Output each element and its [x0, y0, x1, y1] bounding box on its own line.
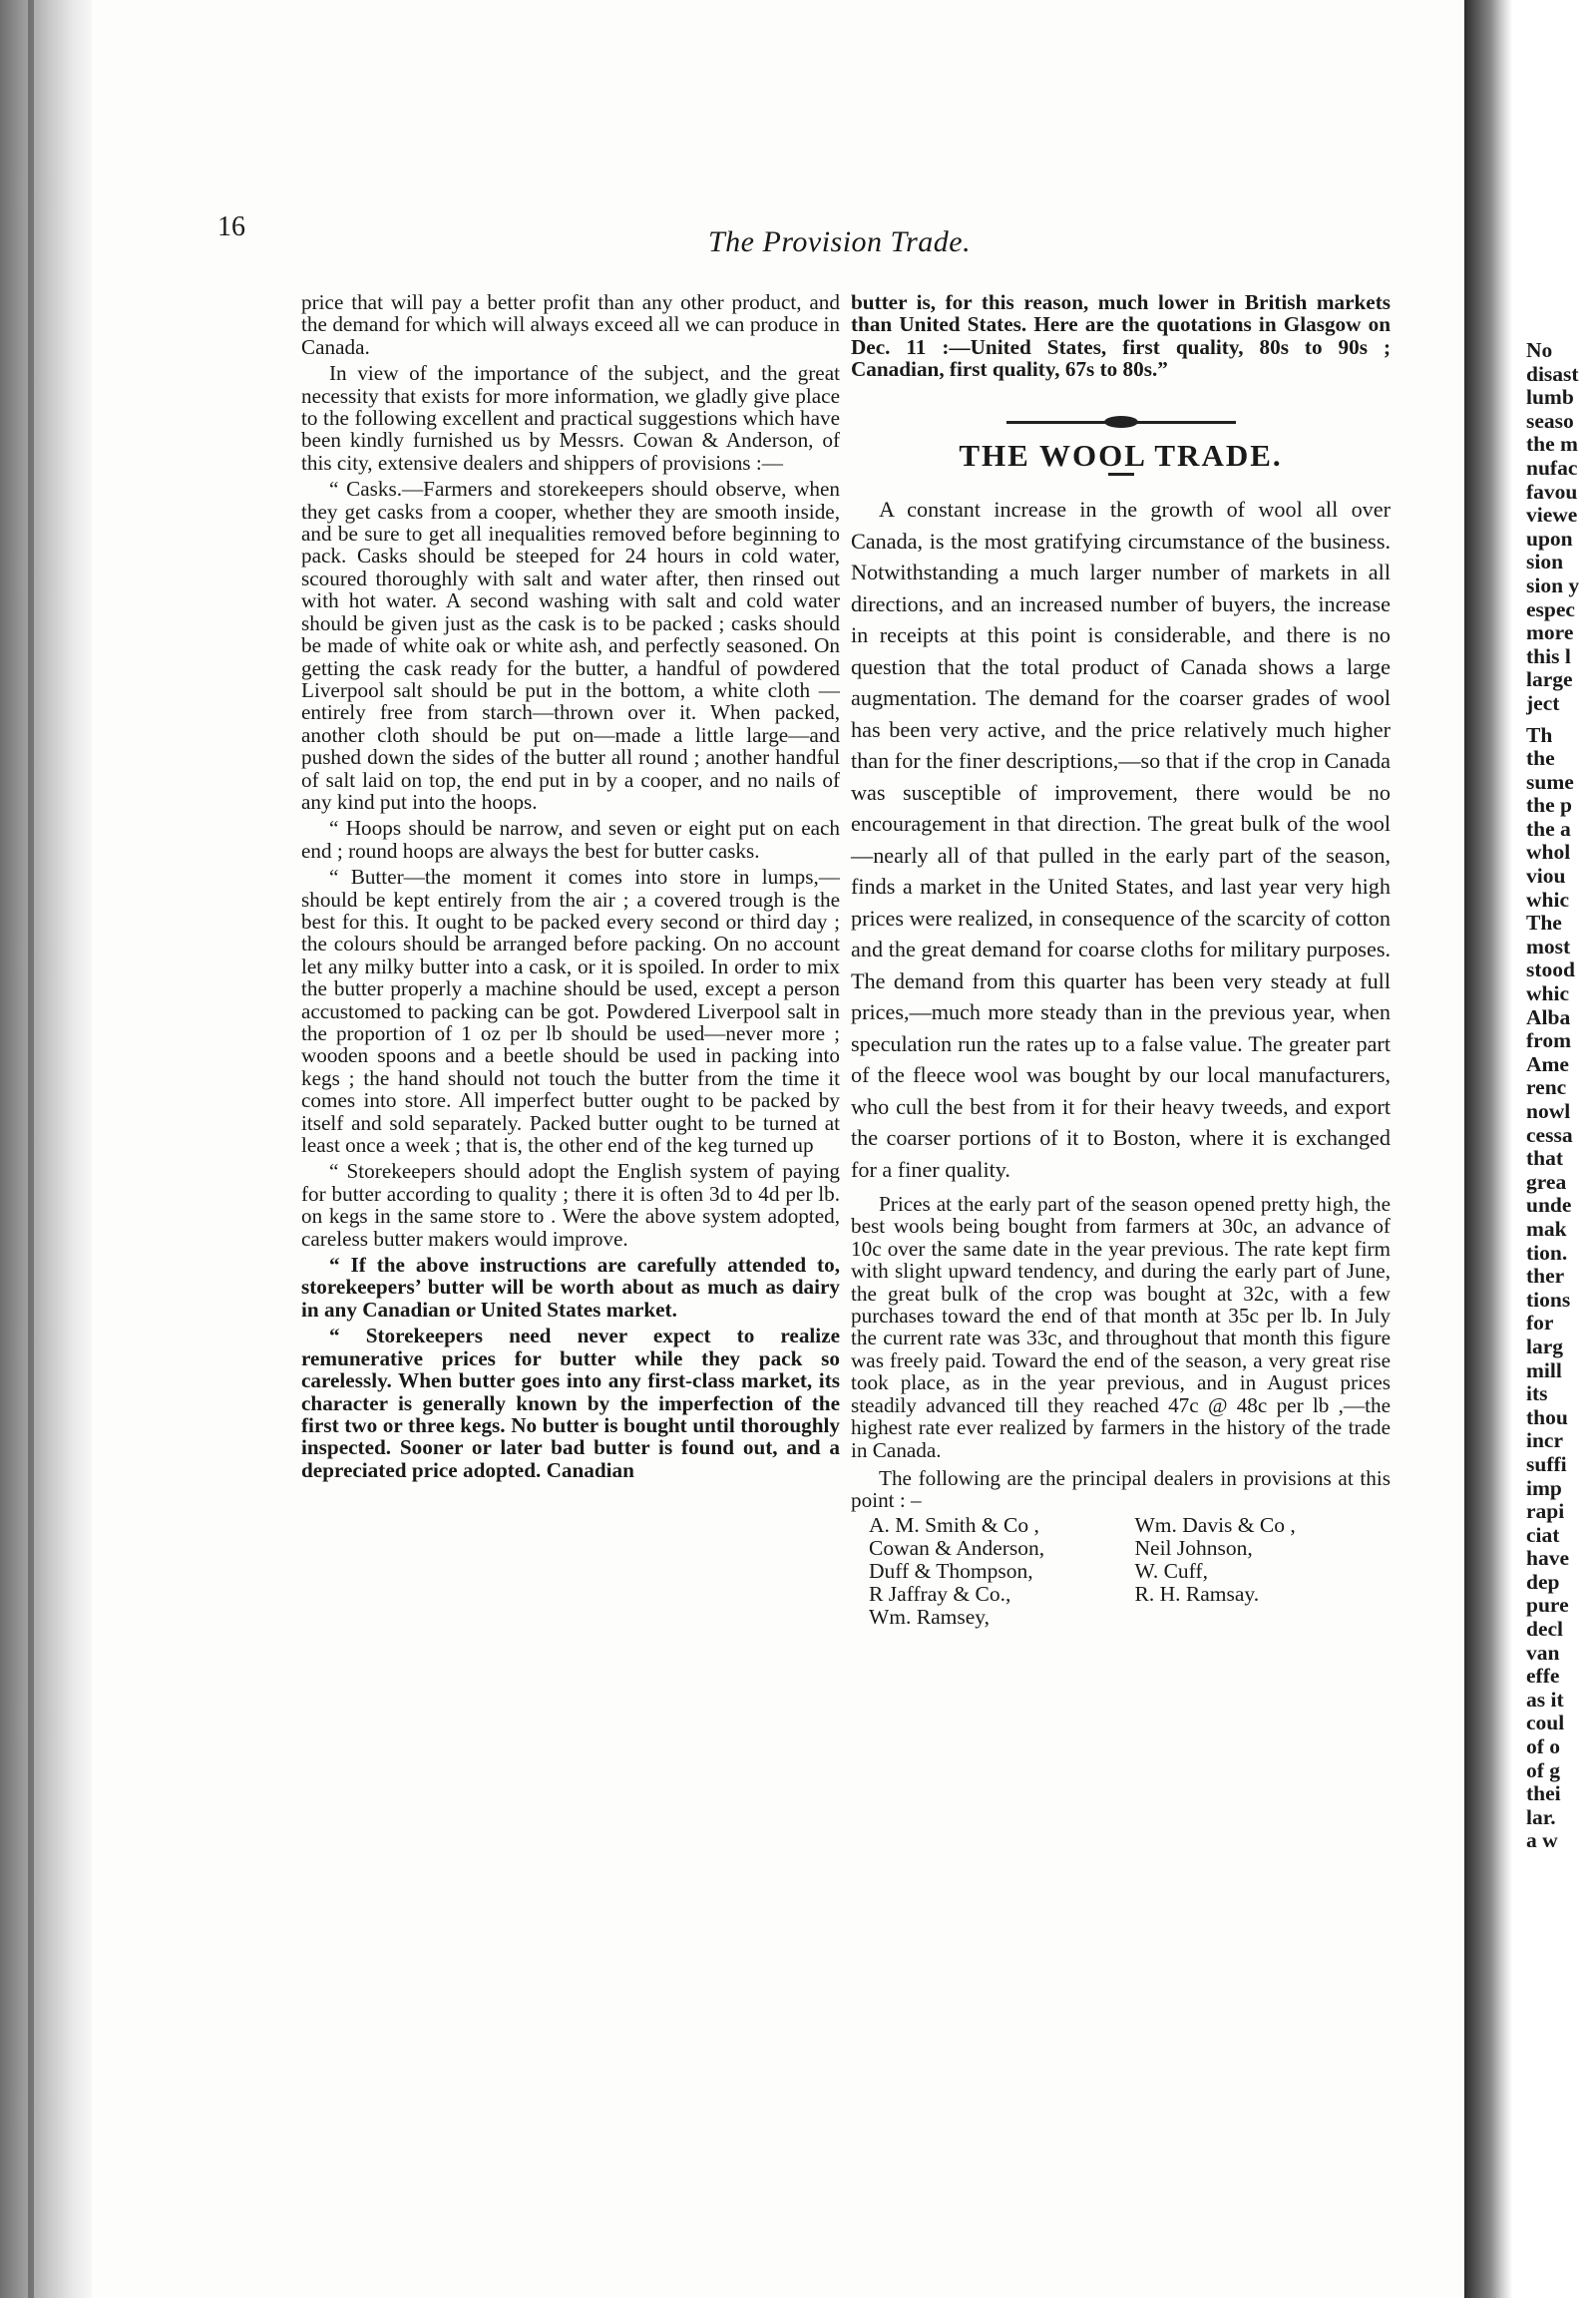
fragment-line: Ame [1526, 1051, 1569, 1076]
paragraph: Prices at the early part of the season opened pretty high, the best wools being bought from farmers at 30c, an advance of 10c over the same date in the year previous. The rate kept firm with slight upward tendency, and during the early part of June, the great bulk of the crop was bought at 32c, with a few purchases toward the end of that month at 35c per lb. In July the current rate was 33c, and throughout that month this figure was freely paid. Toward the end of the season, a very great rise took place, as in the year previous, and in August prices steadily advanced till they reached 47c @ 48c per lb ,—the highest rate ever realized by farmers in the history of the trade in Canada. [851, 1192, 1391, 1462]
fragment-line: larg [1526, 1334, 1564, 1358]
fragment-line: pure [1526, 1593, 1569, 1618]
fragment-line: whol [1526, 840, 1571, 865]
fragment-line: whic [1526, 981, 1569, 1006]
fragment-line: the [1526, 746, 1555, 771]
title-dash [1108, 473, 1134, 476]
fragment-line: favou [1526, 479, 1578, 504]
dealer-name: A. M. Smith & Co , [869, 1512, 1039, 1537]
fragment-line: ject [1526, 690, 1560, 715]
paragraph: “ Storekeepers should adopt the English system of paying for butter according to quality ; there it is often 3d to 4d per lb. on kegs in the same store to . Were the above system adopted, careless butter makers would improve. [301, 1159, 840, 1251]
fragment-line: mak [1526, 1216, 1567, 1241]
fragment-line: most [1526, 934, 1571, 958]
dealer-name: Cowan & Anderson, [869, 1535, 1045, 1560]
fragment-line: lar. [1526, 1804, 1556, 1829]
page-number: 16 [217, 211, 245, 242]
fragment-line: ciat [1526, 1522, 1560, 1547]
fragment-line: as it [1526, 1687, 1564, 1712]
dealer-name: W. Cuff, [1134, 1558, 1208, 1583]
fragment-line: large [1526, 667, 1573, 692]
fragment-line: imp [1526, 1475, 1562, 1500]
dealer-name: R. H. Ramsay. [1134, 1581, 1260, 1606]
fragment-line: seaso [1526, 408, 1574, 433]
dealer-name: Wm. Ramsey, [869, 1604, 991, 1629]
fragment-line: lumb [1526, 385, 1574, 410]
fragment-line: Alba [1526, 1004, 1571, 1029]
fragment-line: upon [1526, 526, 1573, 551]
dealer-name: Wm. Davis & Co , [1134, 1512, 1296, 1537]
fragment-line: tion. [1526, 1240, 1568, 1265]
fragment-line: of g [1526, 1757, 1561, 1782]
fragment-line: decl [1526, 1617, 1564, 1642]
fragment-line: viou [1526, 864, 1566, 889]
fragment-line: grea [1526, 1169, 1567, 1194]
fragment-line: suffi [1526, 1451, 1567, 1476]
dealers-right [1135, 1514, 1392, 1629]
fragment-line: of o [1526, 1734, 1561, 1759]
running-title: The Provision Trade. [708, 225, 972, 258]
paragraph: “ If the above instructions are carefully attended to, storekeepers’ butter will be worth about as much as dairy in any Canadian or United States market. [301, 1253, 840, 1322]
next-page-fragment-column [1526, 339, 1596, 1853]
section-title: THE WOOL TRADE. [959, 437, 1283, 473]
fragment-line: incr [1526, 1428, 1564, 1453]
fragment-line: sume [1526, 769, 1574, 794]
dealer-name: R Jaffray & Co., [869, 1581, 1011, 1606]
fragment-line: disast [1526, 361, 1579, 386]
paragraph: The following are the principal dealers in provisions at this point : – [851, 1465, 1391, 1513]
dealer-name: Neil Johnson, [1134, 1535, 1253, 1560]
paragraph: butter is, for this reason, much lower in British markets than United States. Here are the quotations in Glasgow on Dec. 11 :—United States, first quality, 80s to 90s ; Canadian, first quality, 67s to 80s.” [851, 290, 1391, 382]
fragment-line: whic [1526, 887, 1569, 912]
dealer-name: Duff & Thompson, [869, 1558, 1033, 1583]
fragment-line: thei [1526, 1781, 1561, 1806]
fragment-line: thou [1526, 1404, 1568, 1429]
paragraph: price that will pay a better profit than any other product, and the demand for which will always exceed all we can produce in Canada. [301, 290, 840, 359]
fragment-line: that [1526, 1146, 1564, 1171]
dealers-left [869, 1514, 1125, 1629]
fragment-line: a w [1526, 1828, 1558, 1853]
fragment-line: the m [1526, 432, 1578, 457]
paragraph: “ Casks.—Farmers and storekeepers should observe, when they get casks from a cooper, whether they are smooth inside, and be sure to get all inequalities removed before beginning to pack. Casks should be steeped for 24 hours in cold water, scoured thoroughly with salt and water after, then rinsed out with hot water. A second washing with salt and cold water should be given just as the cask is to be packed ; casks should be made of white oak or white ash, and perfectly seasoned. On getting the cask ready for the butter, a handful of powdered Liverpool salt should be put in the bottom, a white cloth —entirely free from starch—thrown over it. When packed, another cloth should be put on—made a little large—and pushed down the sides of the butter all round ; another handful of salt laid on top, the end put in by a cooper, and no nails of any kind put into the hoops. [301, 477, 840, 814]
paragraph: A constant increase in the growth of wool all over Canada, is the most gratifying circumstance of the business. Notwithstanding a much larger number of markets in all directions, and an increased number of buyers, the increase in receipts at this point is considerable, and there is no question that the total product of Canada shows a large augmentation. The demand for the coarser grades of wool has been very active, and the price relatively much higher than for the finer descriptions,—so that if the crop in Canada was susceptible of improvement, there would be no encouragement in that direction. The great bulk of the wool—nearly all of that pulled in the early part of the season, finds a market in the United States, and last year very high prices were realized, in consequence of the scarcity of cotton and the great demand for coarse cloths for military purposes. The demand from this quarter has been very steady at full prices,—much more steady than in the previous year, when speculation run the rates up to a false value. The greater part of the fleece wool was bought by our local manufacturers, who cull the best from it for their heavy tweeds, and export the coarser portions of it to Boston, where it is exchanged for a finer quality. [851, 497, 1391, 1182]
fragment-line: No [1526, 339, 1553, 362]
fragment-line: the p [1526, 793, 1572, 818]
left-column [301, 291, 840, 1481]
fragment-line: more [1526, 620, 1574, 645]
fragment-line: mill [1526, 1357, 1562, 1382]
fragment-line: renc [1526, 1075, 1567, 1100]
paragraph: In view of the importance of the subject, and the great necessity that exists for more information, we gladly give place to the following excellent and practical suggestions which have been kindly furnished us by Messrs. Cowan & Anderson, of this city, extensive dealers and shippers of provisions :— [301, 361, 840, 475]
fragment-line: sion [1526, 550, 1564, 574]
dealers-list [851, 1514, 1391, 1629]
fragment-line: cessa [1526, 1122, 1573, 1147]
fragment-line: tions [1526, 1287, 1571, 1312]
fragment-line: stood [1526, 958, 1575, 982]
fragment-line: for [1526, 1311, 1554, 1336]
fragment-line: its [1526, 1381, 1548, 1406]
fragment-line: effe [1526, 1664, 1560, 1689]
paragraph: “ Hoops should be narrow, and seven or eight put on each end ; round hoops are always the best for butter casks. [301, 816, 840, 863]
fragment-line: dep [1526, 1569, 1560, 1594]
fragment-line: viewe [1526, 503, 1578, 528]
fragment-line: ther [1526, 1264, 1565, 1289]
middle-column [851, 291, 1391, 1629]
fragment-line: from [1526, 1028, 1571, 1053]
page-gutter [1464, 0, 1502, 2298]
ornamental-rule [1006, 415, 1236, 429]
fragment-line: The [1526, 911, 1562, 936]
wool-trade-article [851, 494, 1391, 1512]
paragraph: “ Butter—the moment it comes into store in lumps,—should be kept entirely from the air ; a covered trough is the best for this. It ought to be packed every second or third day ; the colours should be arranged before packing. On no account let any milky butter into a cask, or it is spoiled. In order to mix the butter properly a machine should be used, except a person accustomed to packing can be got. Powdered Liverpool salt in the proportion of 1 oz per lb should be used—never more ; wooden spoons and a beetle should be used in packing into kegs ; the hand should not touch the butter from the time it comes into store. All imperfect butter ought to be packed by itself and sold separately. Packed butter ought to be turned at least once a week ; that is, the other end of the keg turned up [301, 865, 840, 1158]
fragment-line: have [1526, 1546, 1569, 1571]
paragraph: “ Storekeepers need never expect to realize remunerative prices for butter while they pack so carelessly. When butter goes into any first-class market, its character is generally known by the imperfection of the first two or three kegs. No butter is bought until thoroughly inspected. Sooner or later bad butter is found out, and a depreciated price adopted. Canadian [301, 1324, 840, 1482]
fragment-line: Th [1526, 722, 1553, 747]
fragment-line: the a [1526, 816, 1571, 841]
book-binding-edge [0, 0, 92, 2298]
fragment-line: unde [1526, 1193, 1572, 1218]
fragment-line: van [1526, 1640, 1560, 1665]
fragment-line: nufac [1526, 455, 1578, 480]
fragment-line: sion y [1526, 573, 1580, 597]
fragment-line: rapi [1526, 1499, 1565, 1524]
fragment-line: espec [1526, 596, 1575, 621]
fragment-line: this l [1526, 643, 1571, 668]
fragment-line: nowl [1526, 1099, 1571, 1123]
fragment-line: coul [1526, 1711, 1565, 1735]
